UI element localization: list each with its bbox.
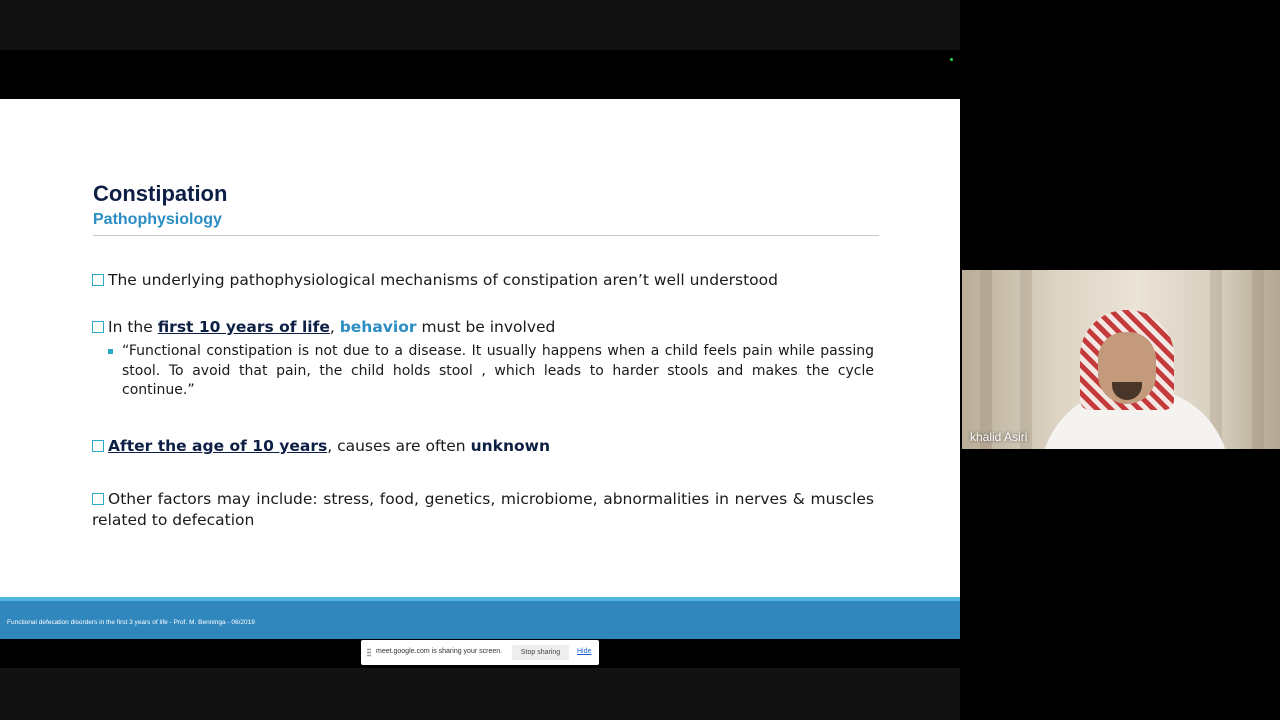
bullet-after-age-middle: , causes are often xyxy=(327,437,471,455)
title-divider xyxy=(93,235,879,236)
hide-button[interactable]: Hide xyxy=(577,648,592,655)
screen-share-notification xyxy=(361,640,599,665)
curtain-fold xyxy=(1210,270,1222,449)
bullet-behavior-emphasis-age: first 10 years of life xyxy=(157,318,330,336)
participant-name-label: khalid Asiri xyxy=(970,430,1028,444)
bullet-behavior-prefix: In the xyxy=(108,318,158,336)
share-message: meet.google.com is sharing your screen. xyxy=(376,648,503,655)
activity-indicator-dot xyxy=(950,58,953,61)
checkbox-bullet-icon xyxy=(92,440,104,452)
participant-video-tile[interactable] xyxy=(962,270,1280,449)
presentation-slide xyxy=(0,99,960,639)
stop-sharing-button[interactable]: Stop sharing xyxy=(512,645,569,660)
sub-bullet-quote xyxy=(108,342,874,401)
sub-bullet-quote-text: “Functional constipation is not due to a disease. It usually happens when a child feels pain while passing stool. To avoid that pain, the child holds stool , which leads to harder stools and makes the cycle continue.” xyxy=(122,343,874,398)
top-band xyxy=(0,0,960,50)
slide-title: Constipation xyxy=(93,181,228,206)
bullet-after-age xyxy=(92,436,874,457)
slide-footer-text: Functional defecation disorders in the first 3 years of life - Prof. M. Benninga - 06/2019 xyxy=(7,619,255,626)
bullet-behavior-suffix: must be involved xyxy=(416,318,556,336)
bullet-mechanisms xyxy=(92,270,874,291)
bullet-after-age-unknown: unknown xyxy=(470,437,550,455)
slide-footer-bar xyxy=(0,597,960,639)
checkbox-bullet-icon xyxy=(92,493,104,505)
curtain-fold xyxy=(1252,270,1264,449)
bullet-other-factors xyxy=(92,489,874,531)
slide-subtitle: Pathophysiology xyxy=(93,211,222,228)
bullet-mechanisms-text: The underlying pathophysiological mechanisms of constipation aren’t well understood xyxy=(108,271,778,289)
bullet-behavior xyxy=(92,317,874,338)
bullet-behavior-emphasis-behavior: behavior xyxy=(339,318,417,336)
checkbox-bullet-icon xyxy=(92,274,104,286)
bullet-after-age-emphasis: After the age of 10 years xyxy=(108,437,328,455)
checkbox-bullet-icon xyxy=(92,321,104,333)
drag-grip-icon[interactable] xyxy=(367,648,371,657)
curtain-fold xyxy=(980,270,992,449)
square-bullet-icon xyxy=(108,349,113,354)
bullet-behavior-separator: , xyxy=(329,318,340,336)
curtain-fold xyxy=(1020,270,1032,449)
bullet-other-factors-text: Other factors may include: stress, food, genetics, microbiome, abnormalities in nerves & muscles related to defecation xyxy=(92,490,874,529)
bottom-band xyxy=(0,668,960,720)
